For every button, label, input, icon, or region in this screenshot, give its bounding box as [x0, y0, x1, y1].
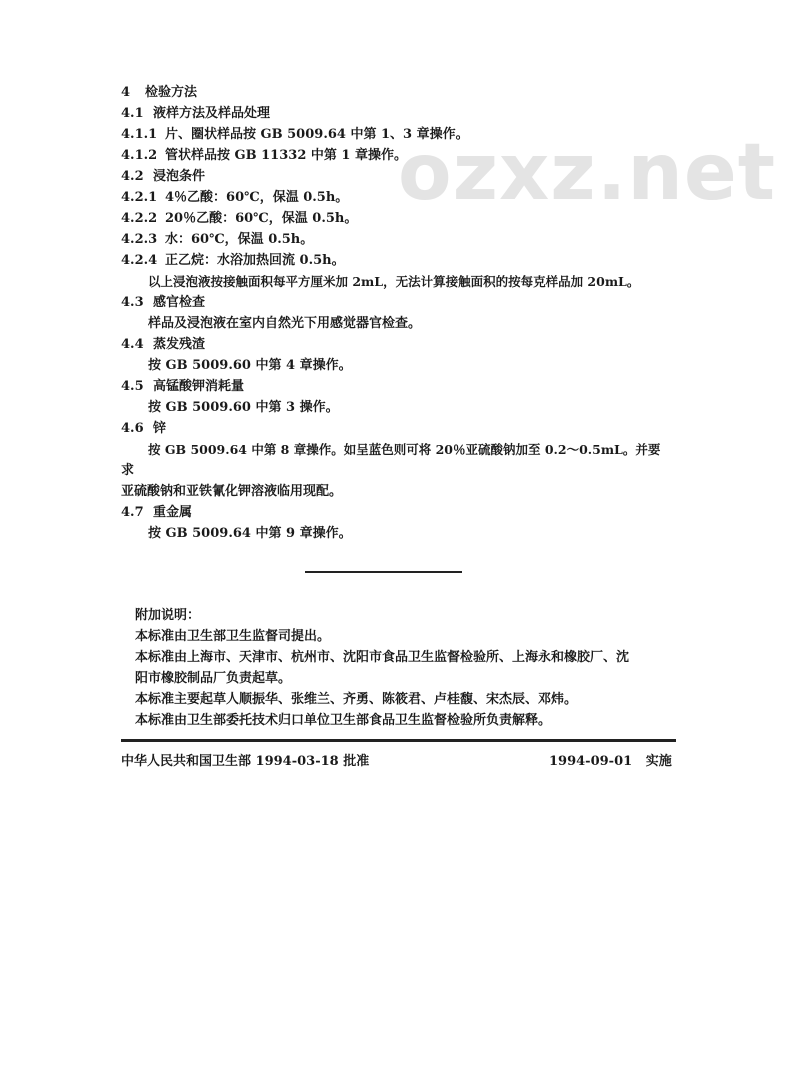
section-heading — [121, 84, 197, 102]
section-number: 4.1 — [121, 106, 144, 121]
section-text: 4％乙酸：60℃，保温 0.5h。 — [165, 190, 349, 205]
paragraph-line: 亚硫酸钠和亚铁氰化钾溶液临用现配。 — [121, 484, 343, 499]
section-text: 水：60℃，保温 0.5h。 — [165, 232, 314, 247]
section-text: 锌 — [153, 421, 167, 436]
section-heading — [121, 336, 205, 354]
section-text: 20％乙酸：60℃，保温 0.5h。 — [165, 211, 358, 226]
section-number: 4.4 — [121, 337, 144, 352]
section-number: 4.2.3 — [121, 232, 158, 247]
effective-date-text: 1994-09-01 实施 — [549, 754, 672, 769]
section-number: 4.2.4 — [121, 253, 158, 268]
section-heading — [121, 420, 166, 438]
watermark: ozxz.net — [398, 128, 777, 218]
section-line — [121, 147, 407, 165]
section-heading — [121, 294, 205, 312]
section-number: 4.2.1 — [121, 190, 158, 205]
section-text: 高锰酸钾消耗量 — [153, 379, 245, 394]
section-line — [121, 252, 345, 270]
section-line — [121, 210, 357, 228]
section-number: 4.2 — [121, 169, 144, 184]
note-line: 本标准由卫生部委托技术归口单位卫生部食品卫生监督检验所负责解释。 — [135, 713, 552, 728]
section-heading — [121, 504, 192, 522]
section-line — [121, 231, 313, 249]
section-number: 4.2.2 — [121, 211, 158, 226]
section-number: 4.1.2 — [121, 148, 158, 163]
paragraph-line: 以上浸泡液按接触面积每平方厘米加 2mL，无法计算接触面积的按每克样品加 20mL。 — [148, 274, 640, 289]
section-text: 管状样品按 GB 11332 中第 1 章操作。 — [165, 148, 407, 163]
note-line: 本标准主要起草人顺振华、张维兰、齐勇、陈筱君、卢桂馥、宋杰辰、邓炜。 — [135, 692, 578, 707]
paragraph-line: 求 — [121, 463, 135, 478]
paragraph-line: 按 GB 5009.60 中第 3 操作。 — [148, 400, 339, 415]
section-number: 4.1.1 — [121, 127, 158, 142]
section-text: 蒸发残渣 — [153, 337, 206, 352]
section-text: 片、圈状样品按 GB 5009.64 中第 1、3 章操作。 — [165, 127, 469, 142]
section-divider — [305, 571, 462, 573]
section-number: 4.6 — [121, 421, 144, 436]
section-line — [121, 126, 469, 144]
footer-divider — [121, 739, 676, 742]
section-line — [121, 189, 348, 207]
note-line: 阳市橡胶制品厂负责起草。 — [135, 671, 292, 686]
paragraph-line: 按 GB 5009.64 中第 8 章操作。如呈蓝色则可将 20％亚硫酸钠加至 0.2～0.5mL。并要 — [148, 442, 661, 457]
note-line: 本标准由上海市、天津市、杭州市、沈阳市食品卫生监督检验所、上海永和橡胶厂、沈 — [135, 650, 630, 665]
section-number: 4.5 — [121, 379, 144, 394]
section-text: 正乙烷：水浴加热回流 0.5h。 — [165, 253, 345, 268]
section-text: 重金属 — [153, 505, 193, 520]
note-line: 本标准由卫生部卫生监督司提出。 — [135, 629, 331, 644]
notes-heading: 附加说明： — [135, 608, 201, 623]
section-number: 4.7 — [121, 505, 144, 520]
section-heading — [121, 168, 205, 186]
section-text: 浸泡条件 — [153, 169, 206, 184]
approval-text: 中华人民共和国卫生部 1994-03-18 批准 — [121, 754, 370, 769]
section-number: 4 — [121, 85, 131, 100]
section-text: 液样方法及样品处理 — [153, 106, 271, 121]
section-text: 检验方法 — [145, 85, 198, 100]
section-heading — [121, 378, 244, 396]
section-text: 感官检查 — [153, 295, 206, 310]
section-number: 4.3 — [121, 295, 144, 310]
paragraph-line: 按 GB 5009.64 中第 9 章操作。 — [148, 526, 352, 541]
paragraph-line: 样品及浸泡液在室内自然光下用感觉器官检查。 — [148, 316, 422, 331]
paragraph-line: 按 GB 5009.60 中第 4 章操作。 — [148, 358, 352, 373]
section-heading — [121, 105, 270, 123]
